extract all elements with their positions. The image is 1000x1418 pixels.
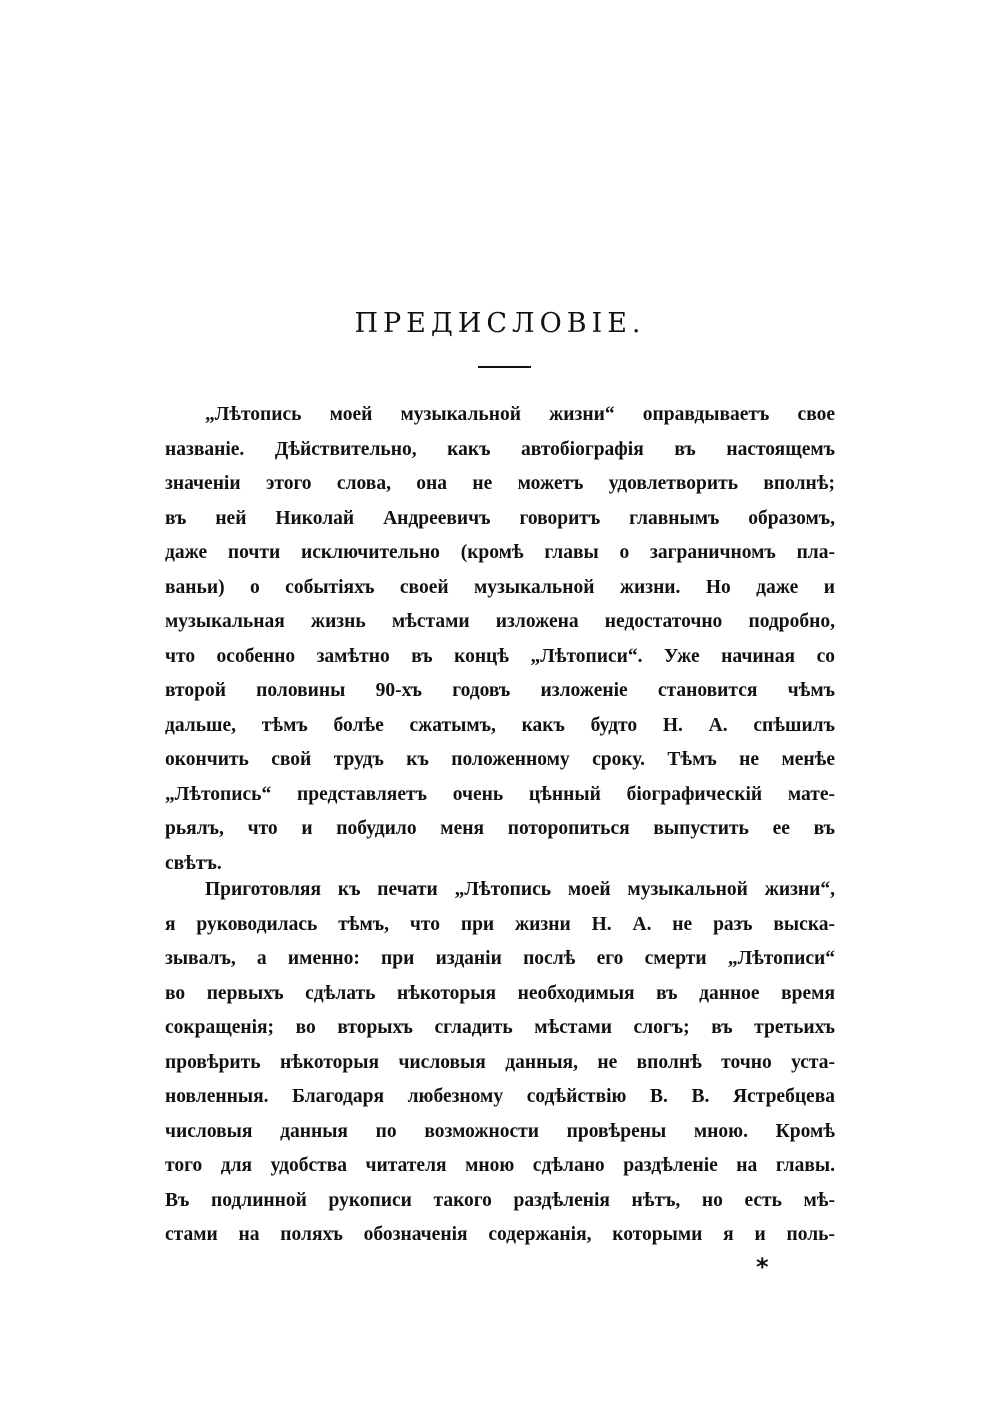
text-line: значеніи этого слова, она не можетъ удовлетворить вполнѣ; bbox=[165, 473, 835, 494]
text-line: что особенно замѣтно въ концѣ „Лѣтописи“. Уже начиная со bbox=[165, 645, 835, 667]
text-line: провѣрить нѣкоторыя числовыя данныя, не вполнѣ точно уста- bbox=[165, 1051, 835, 1073]
text-line: Приготовляя къ печати „Лѣтопись моей музыкальной жизни“, bbox=[205, 879, 835, 900]
text-line: стами на поляхъ обозначенія содержанія, которыми я и поль- bbox=[165, 1224, 835, 1245]
text-line: Въ подлинной рукописи такого раздѣленія нѣтъ, но есть мѣ- bbox=[165, 1189, 835, 1211]
paragraph-1 bbox=[165, 398, 835, 881]
text-line: названіе. Дѣйствительно, какъ автобіографія въ настоящемъ bbox=[165, 438, 835, 460]
text-line: того для удобства читателя мною сдѣлано раздѣленіе на главы. bbox=[165, 1155, 835, 1176]
text-line: музыкальная жизнь мѣстами изложена недостаточно подробно, bbox=[165, 611, 835, 632]
text-line: числовыя данныя по возможности провѣрены мною. Кромѣ bbox=[165, 1120, 835, 1142]
text-line: окончить свой трудъ къ положенному сроку. Тѣмъ не менѣе bbox=[165, 749, 835, 770]
text-line: ваньи) о событіяхъ своей музыкальной жизни. Но даже и bbox=[165, 576, 835, 598]
signature-mark: * bbox=[756, 1253, 769, 1281]
text-line: новленныя. Благодаря любезному содѣйствію В. В. Ястребцева bbox=[165, 1086, 835, 1107]
text-line: я руководилась тѣмъ, что при жизни Н. А. не разъ выска- bbox=[165, 913, 835, 935]
text-line: во первыхъ сдѣлать нѣкоторыя необходимыя въ данное время bbox=[165, 982, 835, 1004]
text-line: „Лѣтопись“ представляетъ очень цѣнный біографическій мате- bbox=[165, 783, 835, 805]
text-line: даже почти исключительно (кромѣ главы о заграничномъ пла- bbox=[165, 542, 835, 563]
text-line: въ ней Николай Андреевичъ говоритъ главнымъ образомъ, bbox=[165, 507, 835, 529]
text-line: рьялъ, что и побудило меня поторопиться выпустить ее въ bbox=[165, 818, 835, 839]
text-line: зывалъ, а именно: при изданіи послѣ его смерти „Лѣтописи“ bbox=[165, 948, 835, 969]
text-line: свѣтъ. bbox=[165, 852, 222, 874]
paragraph-2 bbox=[165, 873, 835, 1253]
title-divider bbox=[478, 366, 531, 368]
page-title: ПРЕДИСЛОВІЕ. bbox=[354, 308, 646, 339]
text-line: второй половины 90-хъ годовъ изложеніе становится чѣмъ bbox=[165, 680, 835, 701]
text-line: дальше, тѣмъ болѣе сжатымъ, какъ будто Н. А. спѣшилъ bbox=[165, 714, 835, 736]
text-line: „Лѣтопись моей музыкальной жизни“ оправдываетъ свое bbox=[205, 404, 835, 425]
text-line: сокращенія; во вторыхъ сгладить мѣстами слогъ; въ третьихъ bbox=[165, 1017, 835, 1038]
